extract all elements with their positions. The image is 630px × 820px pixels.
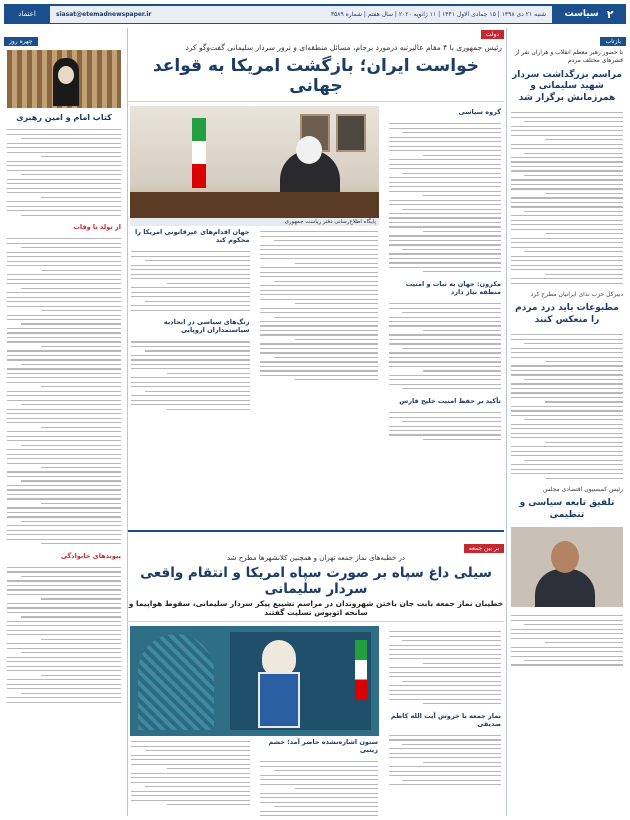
subheading: ستون اشاره‌نشده حاضر آمد؛ خشم زینبی: [268, 738, 378, 754]
article-body: [128, 736, 253, 811]
profile-photo: [7, 50, 121, 108]
article-body: [257, 226, 382, 386]
article-kicker: دبیرکل حزب ندای ایرانیان مطرح کرد: [530, 291, 623, 299]
section-badge: [552, 4, 626, 24]
photo-caption: پایگاه اطلاع‌رسانی دفتر ریاست جمهوری: [130, 218, 379, 226]
section-tag: بر بین جمعه: [464, 544, 504, 553]
left-column: [4, 28, 124, 816]
lead-story-column: [128, 106, 381, 524]
date-line: شنبه ۲۱ دی ۱۳۹۸ | ۱۵ جمادی الاول ۱۴۴۱ | ۱۱ ژانویه ۲۰۲۰ | سال هفتم | شماره ۴۵۸۹: [330, 11, 546, 18]
article-headline: تلفیق تابعه سیاسی و تنظیمی: [519, 498, 615, 521]
column-tag: چهره روز: [4, 37, 38, 46]
article-body: [508, 610, 626, 671]
section-email: siasat@etemadnewspaper.ir: [56, 11, 152, 18]
page-header: [4, 4, 626, 24]
article-body: [386, 407, 504, 446]
portrait-photo: [511, 527, 623, 607]
profile-headline: کتاب امام و امین رهبری: [16, 113, 112, 122]
story-subheadline: خطیبان نماز جمعه بابت جان باختن شهروندان در مراسم تشییع پیکر سردار سلیمانی، سقوط هواپیما و سانحه اتوبوس تسلیت گفتند: [128, 599, 504, 622]
subheading: تأکید بر حفظ امنیت خلیج فارس: [399, 396, 501, 405]
friday-prayer-photo: [130, 626, 379, 736]
article-kicker: رئیس کمیسیون اقتصادی مجلس: [542, 486, 623, 494]
article-body: [128, 336, 253, 415]
lead-story-column: [386, 106, 504, 524]
article-body: [386, 626, 504, 710]
article-body: [128, 246, 253, 316]
subheading: مکرون: جهان به ثبات و امنیت منطقه نیاز دارد: [405, 279, 501, 296]
section-title: سیاست: [564, 9, 599, 19]
article-body: [508, 107, 626, 289]
article-body: [257, 756, 382, 816]
story-kicker: در خطبه‌های نماز جمعه تهران و همچنین کلانشهرها مطرح شد: [226, 554, 406, 562]
article-body: [4, 233, 124, 550]
subheading: زنگ‌های سیاسی در اتحادیه سیاستمداران اروپایی: [163, 318, 250, 335]
lead-headline: خواست ایران؛ بازگشت امریکا به قواعد جهانی: [128, 54, 504, 102]
byline: گروه سیاسی: [458, 108, 501, 116]
newspaper-logo: اعتماد: [4, 4, 50, 24]
article-headline: مطبوعات باید درد مردم را منعکس کنند: [515, 303, 619, 326]
lead-photo: [130, 106, 379, 218]
right-column: [508, 28, 626, 816]
lead-kicker: رئیس جمهوری با ۴ مقام عالیرتبه درمورد برجام، مسائل منطقه‌ای و ترور سردار سلیمانی گفت‌وگو کرد: [185, 43, 502, 52]
subheading: پیوندهای خانوادگی: [60, 551, 121, 560]
story-headline: سیلی داغ سپاه بر صورت سپاه امریکا و انتقام واقعی سردار سلیمانی: [140, 565, 492, 597]
lead-story: [128, 106, 504, 524]
page-number: ۲: [606, 7, 614, 21]
article-body: [386, 298, 504, 395]
article-headline: مراسم بزرگداشت سردار شهید سلیمانی و همرزمانش برگزار شد: [512, 69, 622, 104]
header-strip: [50, 4, 552, 24]
section-tag: دولت: [481, 30, 504, 39]
column-tag: بازتاب: [600, 37, 626, 46]
article-kicker: با حضور رهبر معظم انقلاب و هزاران نفر از قشرهای مختلف مردم: [514, 49, 623, 65]
subheading: جهان اقدام‌های غیرقانونی امریکا را محکوم کند: [135, 228, 250, 244]
article-body: [386, 730, 504, 791]
subheading: نماز جمعه با خروش آیت الله کاظم صدیقی: [390, 711, 501, 728]
main-column: [128, 28, 504, 816]
article-body: [508, 329, 626, 484]
subheading: از تولد تا وفات: [73, 222, 121, 231]
article-body: [386, 118, 504, 278]
article-body: [4, 562, 124, 708]
article-body: [4, 124, 124, 221]
column-divider: [506, 28, 507, 816]
second-story: [128, 530, 504, 816]
